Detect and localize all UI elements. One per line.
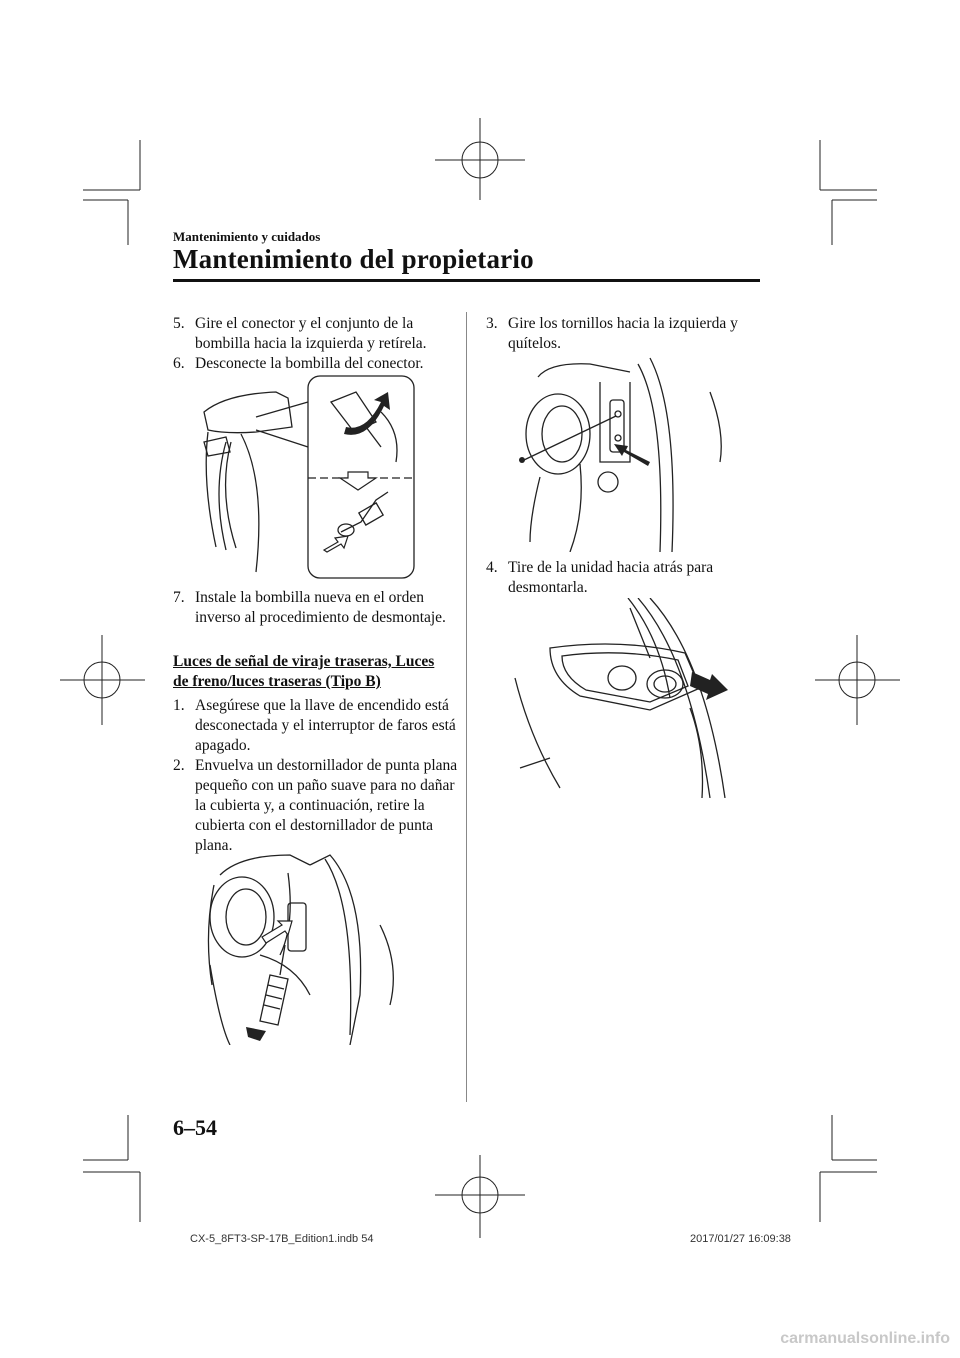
page-number: 6–54 bbox=[173, 1115, 217, 1140]
step-5: 5. Gire el conector y el conjunto de la bombilla hacia la izquierda y retírela. bbox=[173, 315, 427, 352]
step-3: 3. Gire los tornillos hacia la izquierda y quítelos. bbox=[486, 315, 738, 352]
cover-removal-illustration bbox=[200, 845, 430, 1045]
print-timestamp: 2017/01/27 16:09:38 bbox=[690, 1233, 791, 1245]
page-title: Mantenimiento del propietario bbox=[173, 244, 534, 274]
bulb-removal-illustration bbox=[196, 372, 418, 582]
header-rule bbox=[173, 279, 760, 282]
subheading-type-b: Luces de señal de viraje traseras, Luces de freno/luces traseras (Tipo B) bbox=[173, 653, 435, 690]
step-b1: 1. Asegúrese que la llave de encendido está desconectada y el interruptor de faros está apagado. bbox=[173, 697, 456, 754]
step-b2: 2. Envuelva un destornillador de punta plana pequeño con un paño suave para no dañar la cubierta y, a continuación, retire la cubierta con el destornillador de punta plana. bbox=[173, 757, 458, 854]
step-7: 7. Instale la bombilla nueva en el orden inverso al procedimiento de desmontaje. bbox=[173, 589, 446, 626]
section-label: Mantenimiento y cuidados bbox=[173, 229, 321, 244]
unit-removal-illustration bbox=[510, 598, 740, 798]
screw-removal-illustration bbox=[510, 352, 740, 552]
column-divider bbox=[466, 312, 467, 1102]
file-info: CX-5_8FT3-SP-17B_Edition1.indb 54 bbox=[190, 1233, 374, 1245]
step-6: 6. Desconecte la bombilla del conector. bbox=[173, 355, 424, 372]
watermark: carmanualsonline.info bbox=[780, 1330, 950, 1347]
step-4: 4. Tire de la unidad hacia atrás para desmontarla. bbox=[486, 559, 714, 596]
